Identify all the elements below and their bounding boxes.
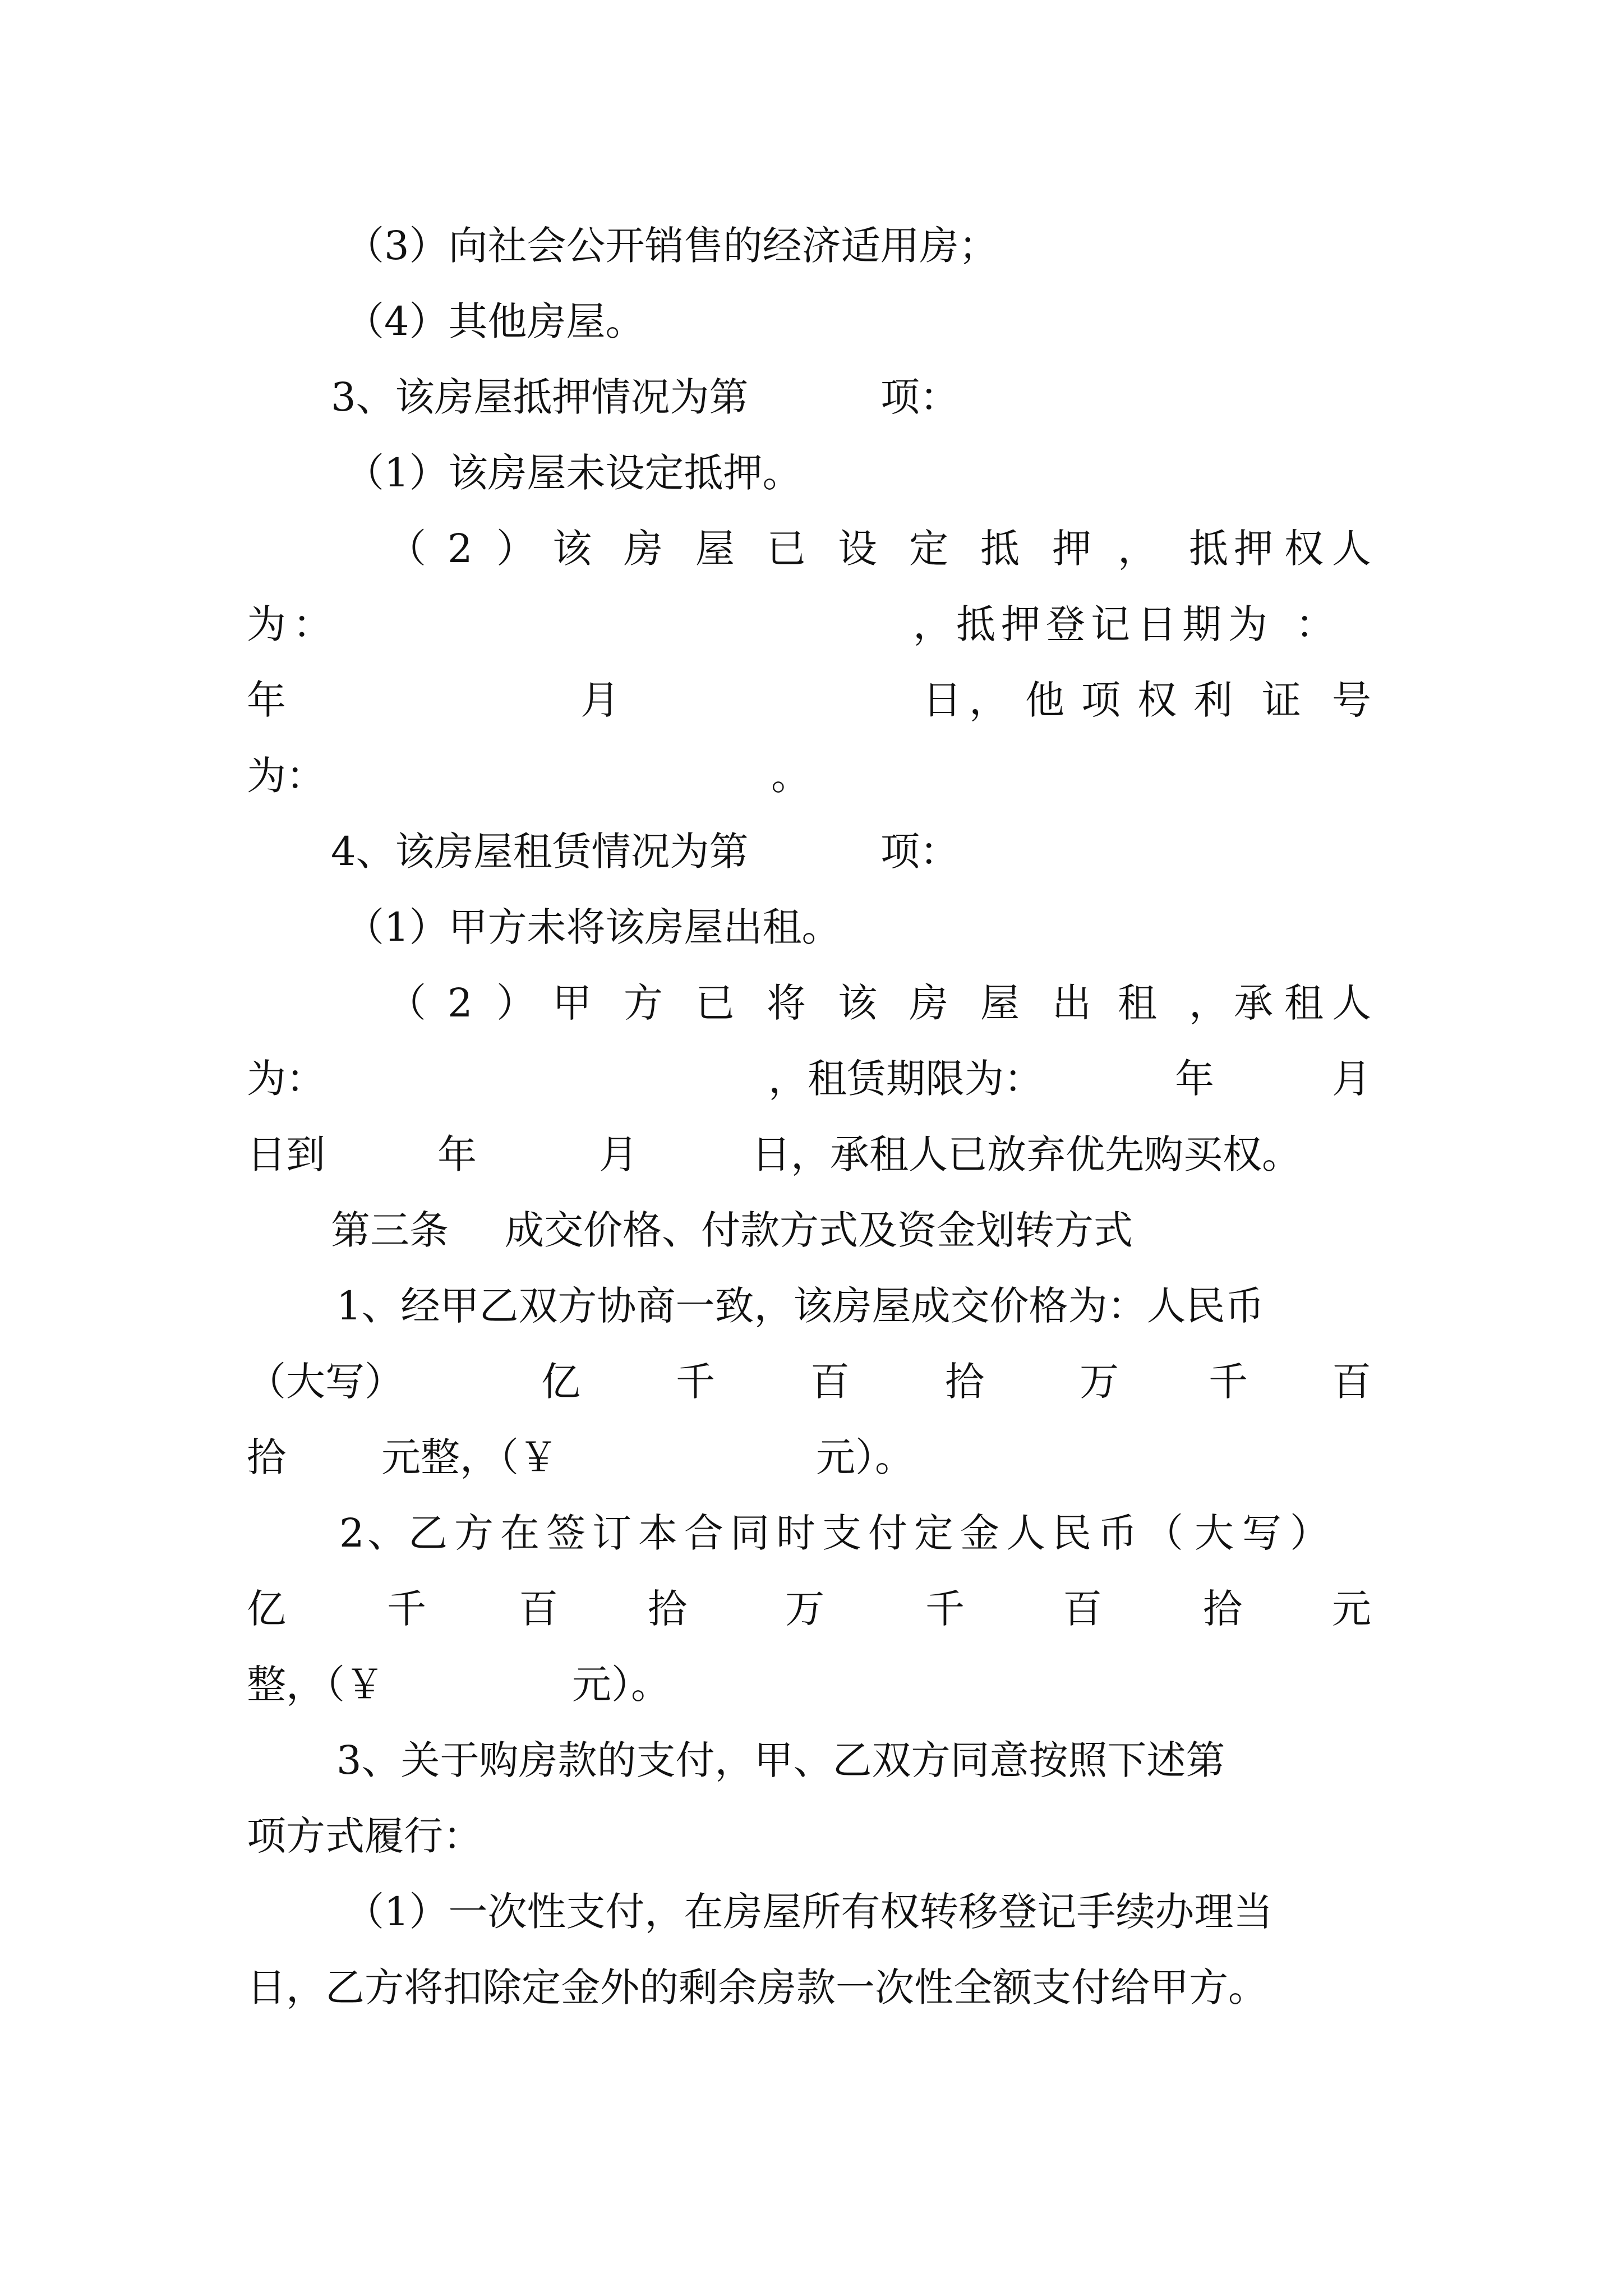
text-segment: 、 <box>367 1510 407 1556</box>
text-segment: 为 <box>247 601 286 647</box>
text-segment: ： <box>293 601 332 647</box>
text-segment: 2 <box>448 526 473 572</box>
text-segment: 押 <box>1052 526 1091 572</box>
text-line <box>247 1424 1374 1491</box>
text-segment: 乙 <box>408 1510 448 1556</box>
text-line <box>247 1727 1374 1794</box>
text-segment: 登 <box>1046 601 1085 647</box>
text-segment: 年 <box>247 677 286 723</box>
text-segment: 2 <box>339 1510 365 1556</box>
text-segment: 租 <box>1284 980 1324 1026</box>
text-segment: 。 <box>771 753 810 799</box>
text-segment: 大 <box>1195 1510 1234 1556</box>
text-segment: ， <box>1118 526 1157 572</box>
text-segment: （ <box>387 980 426 1026</box>
text-segment: 他 <box>1025 677 1064 723</box>
text-segment: 月 <box>1332 1056 1371 1102</box>
text-line <box>247 1499 1374 1567</box>
text-segment: 为： <box>247 1056 325 1102</box>
text-segment: （ <box>387 526 426 572</box>
text-segment: 亿 <box>541 1359 580 1405</box>
text-segment: ，租赁期限为： <box>768 1056 1043 1102</box>
text-segment: 时 <box>776 1510 815 1556</box>
text-segment: 将 <box>767 980 806 1026</box>
text-segment: 拾 <box>945 1359 984 1405</box>
text-segment: ， <box>1189 980 1228 1026</box>
text-segment: 人 <box>1332 526 1371 572</box>
text-segment: 项 <box>1081 677 1121 723</box>
text-segment: 元）。 <box>572 1662 670 1708</box>
text-line <box>247 1121 1374 1188</box>
text-segment: 租 <box>1118 980 1157 1026</box>
text-segment: 定 <box>914 1510 953 1556</box>
text-segment: 为 <box>1228 601 1267 647</box>
text-segment: 项方式履行： <box>247 1813 482 1859</box>
text-segment: 3、该房屋抵押情况为第 <box>331 374 749 420</box>
text-segment: 屋 <box>695 526 735 572</box>
text-segment: 元）。 <box>816 1434 914 1480</box>
text-segment: 月 <box>599 1131 638 1177</box>
text-segment: 甲 <box>552 980 592 1026</box>
text-segment: 证 <box>1262 677 1301 723</box>
text-segment: 人 <box>1006 1510 1045 1556</box>
text-segment: 千 <box>387 1586 426 1632</box>
text-segment: 同 <box>730 1510 769 1556</box>
text-line <box>247 288 1374 355</box>
text-segment: 方 <box>624 980 663 1026</box>
text-segment: 本 <box>638 1510 677 1556</box>
text-segment: ） <box>496 526 536 572</box>
text-segment: 第三条 <box>331 1207 449 1253</box>
text-segment: 日，承租人已放弃优先购买权。 <box>751 1131 1301 1177</box>
text-line <box>247 515 1374 582</box>
text-segment: 人 <box>1332 980 1371 1026</box>
text-segment: 为： <box>247 753 325 799</box>
text-line <box>247 364 1374 431</box>
text-line <box>247 969 1374 1037</box>
text-segment: （ <box>1144 1510 1183 1556</box>
text-segment: 记 <box>1091 601 1130 647</box>
text-segment: 币 <box>1098 1510 1137 1556</box>
text-segment: 权 <box>1137 677 1177 723</box>
text-line <box>247 1651 1374 1718</box>
text-segment: 元整，（￥ <box>381 1434 558 1480</box>
text-segment: 金 <box>960 1510 999 1556</box>
text-segment: 年 <box>437 1131 477 1177</box>
text-line <box>247 212 1374 279</box>
text-segment: 抵 <box>980 526 1020 572</box>
text-segment: 该 <box>838 980 877 1026</box>
text-segment: 出 <box>1052 980 1091 1026</box>
text-segment: 拾 <box>648 1586 687 1632</box>
text-line <box>247 1197 1374 1264</box>
text-segment: 项： <box>880 374 959 420</box>
text-segment: 百 <box>810 1359 850 1405</box>
text-segment: 元 <box>1332 1586 1371 1632</box>
text-segment: 民 <box>1052 1510 1091 1556</box>
text-line <box>247 1348 1374 1415</box>
text-segment: （4）其他房屋。 <box>345 298 645 344</box>
text-segment: 房 <box>624 526 663 572</box>
text-segment: 百 <box>1332 1359 1371 1405</box>
text-segment: 押 <box>1001 601 1040 647</box>
text-segment: 权 <box>1284 526 1324 572</box>
text-segment: 承 <box>1234 980 1273 1026</box>
text-segment: 合 <box>684 1510 723 1556</box>
text-segment: 整，（￥ <box>247 1662 384 1708</box>
text-segment: （3）向社会公开销售的经济适用房； <box>345 223 998 269</box>
text-line <box>247 1272 1374 1340</box>
text-segment: 项： <box>880 829 959 875</box>
text-segment: 房 <box>909 980 948 1026</box>
text-line <box>247 1802 1374 1870</box>
text-line <box>247 1045 1374 1112</box>
text-segment: （1）一次性支付，在房屋所有权转移登记手续办理当 <box>345 1889 1273 1935</box>
text-segment: 1、经甲乙双方协商一致，该房屋成交价格为：人民币 <box>336 1283 1265 1329</box>
text-segment: 方 <box>454 1510 494 1556</box>
text-line <box>247 818 1374 885</box>
text-line <box>247 894 1374 961</box>
text-segment: （大写） <box>247 1359 404 1405</box>
text-segment: 成交价格、付款方式及资金划转方式 <box>505 1207 1133 1253</box>
text-segment: 押 <box>1234 526 1273 572</box>
text-segment: 定 <box>909 526 948 572</box>
text-line <box>247 1575 1374 1642</box>
text-segment: 日 <box>923 677 962 723</box>
text-segment: 日到 <box>247 1131 325 1177</box>
text-segment: 支 <box>822 1510 861 1556</box>
text-segment: 千 <box>676 1359 715 1405</box>
text-segment: 期 <box>1182 601 1221 647</box>
text-segment: 已 <box>767 526 806 572</box>
text-segment: 抵 <box>1189 526 1228 572</box>
text-segment: ， <box>969 677 1008 723</box>
text-segment: 付 <box>868 1510 907 1556</box>
text-segment: 拾 <box>1203 1586 1242 1632</box>
text-segment: 设 <box>838 526 877 572</box>
text-segment: 2 <box>448 980 473 1026</box>
text-segment: ， <box>913 601 952 647</box>
text-segment: 在 <box>500 1510 540 1556</box>
text-segment: （1）该房屋未设定抵押。 <box>345 450 802 496</box>
text-segment: 抵 <box>956 601 995 647</box>
text-line <box>247 591 1374 658</box>
text-segment: 订 <box>592 1510 631 1556</box>
text-segment: 该 <box>552 526 592 572</box>
text-segment: 日 <box>1137 601 1177 647</box>
text-segment: 利 <box>1193 677 1233 723</box>
text-line <box>247 742 1374 809</box>
text-segment: 日，乙方将扣除定金外的剩余房款一次性全额支付给甲方。 <box>247 1964 1267 2010</box>
text-segment: 写 <box>1242 1510 1281 1556</box>
text-segment: 已 <box>695 980 735 1026</box>
text-line <box>247 1878 1374 1945</box>
text-segment: 签 <box>546 1510 585 1556</box>
text-line <box>247 1954 1374 2021</box>
text-segment: ） <box>496 980 536 1026</box>
text-segment: 千 <box>1209 1359 1248 1405</box>
text-segment: 4、该房屋租赁情况为第 <box>331 829 749 875</box>
text-segment: 拾 <box>247 1434 286 1480</box>
text-segment: 万 <box>785 1586 824 1632</box>
text-segment: 亿 <box>247 1586 286 1632</box>
text-segment: 3、关于购房款的支付，甲、乙双方同意按照下述第 <box>336 1737 1225 1783</box>
text-segment: 百 <box>1063 1586 1102 1632</box>
text-segment: 百 <box>519 1586 558 1632</box>
text-segment: ） <box>1290 1510 1329 1556</box>
text-segment: 万 <box>1080 1359 1119 1405</box>
text-segment: 年 <box>1175 1056 1214 1102</box>
text-segment: （1）甲方未将该房屋出租。 <box>345 904 841 950</box>
text-line <box>247 666 1374 734</box>
text-segment: 千 <box>925 1586 965 1632</box>
text-segment: 月 <box>580 677 620 723</box>
text-segment: ： <box>1295 601 1335 647</box>
text-segment: 号 <box>1332 677 1371 723</box>
text-line <box>247 439 1374 507</box>
text-segment: 屋 <box>980 980 1020 1026</box>
